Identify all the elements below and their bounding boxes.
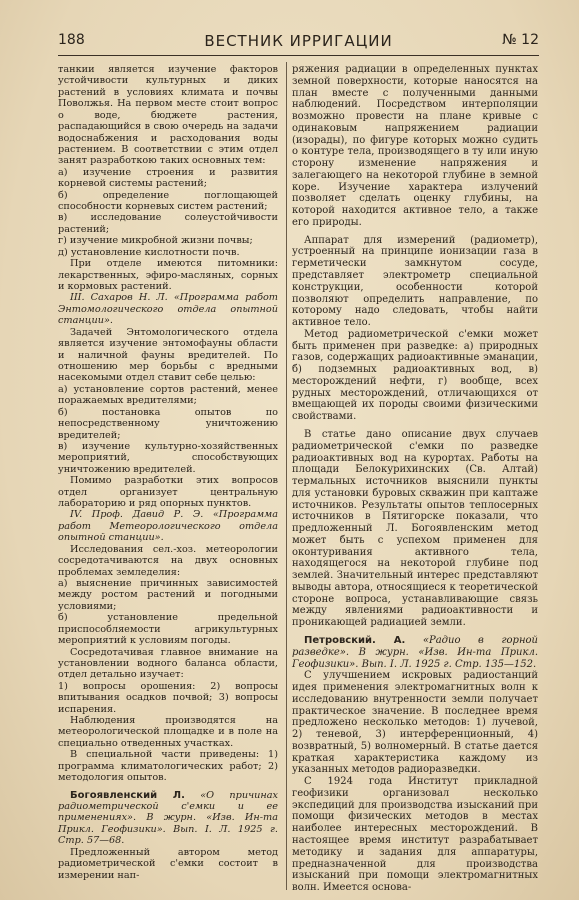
- reference-heading: III. Сахаров Н. Л. «Программа работ Энтомологического отдела опытной станции».: [58, 292, 278, 327]
- paragraph: При отделе имеются питомники: лекарственных, эфиро-масляных, сорных и кормовых растений.: [58, 258, 278, 293]
- paragraph: Предложенный автором метод радиометрической с'емки состоит в измерении нап-: [58, 846, 278, 881]
- paragraph: В статье дано описание двух случаев радиометрической с'емки по разведке радиоактивных вод на курортах. Работы на площади Белокурихинских (Св. Алтай) термальных источников выяснили пункты для установки буровых скважин при каптаже источников. Результаты опытов теплосерных источников в Пятигорске показали, что предложенный Л. Богоявленским метод может быть с успехом применен для оконтуривания активного тела, находящегося на некоторой глубине под землей. Значительный интерес представляют выводы автора, относящиеся к теоретической стороне вопроса, устанавливающие связь между явлениями радиоактивности и проникающей радиацией земли.: [292, 428, 538, 629]
- page-number: 188: [58, 32, 85, 48]
- reference-title: «О причинах радиометрической с'емки и ее применениях».: [58, 789, 278, 824]
- column-divider: [286, 62, 287, 890]
- paragraph: Исследования сел.-хоз. метеорологии сосредотачиваются на двух основных проблемах земледелия:: [58, 543, 278, 578]
- paragraph: Помимо разработки этих вопросов отдел организует центральную лабораторию и ряд опорных пунктов.: [58, 475, 278, 510]
- paragraph: Аппарат для измерений (радиометр), устроенный на принципе ионизации газа в герметически замкнутом сосуде, представляет электрометр специальной конструкции, особенности которой позволяют определить направление, по которому надо следовать, чтобы найти активное тело.: [292, 234, 538, 329]
- list-item: д) установление кислотности почв.: [58, 246, 240, 258]
- paragraph: Задачей Энтомологического отдела является изучение энтомофауны области и наличной фауны вредителей. По отношению мер борьбы с вредными насекомыми отдел ставит себе целью:: [58, 326, 278, 384]
- header-rule: [58, 55, 539, 56]
- reference-source: В журн. «Изв. Ин-та Прикл. Геофизики». Вып. I. Л. 1925 г. Стр. 57—68.: [58, 812, 278, 847]
- paragraph: Метод радиометрической с'емки может быть применен при разведке: а) природных газов, содержащих радиоактивные эманации, б) подземных радиоактивных вод, в) месторождений нефти, г) вообще, всех рудных месторождений, отличающихся от вмещающей их породы своими физическими свойствами.: [292, 328, 538, 423]
- list-item: а) установление сортов растений, менее поражаемых вредителями;: [58, 383, 278, 407]
- list-item: б) определение поглощающей способности корневых систем растений;: [58, 189, 278, 213]
- issue-number: № 12: [502, 32, 539, 48]
- list-item: а) выяснение причинных зависимостей между ростом растений и погодными условиями;: [58, 577, 278, 612]
- page-header: [58, 32, 539, 54]
- paragraph: В специальной части приведены: 1) программа климатологических работ; 2) методология опытов.: [58, 749, 278, 784]
- right-column: [292, 64, 538, 894]
- list-item: а) изучение строения и развития корневой системы растений;: [58, 166, 278, 190]
- left-column: [58, 64, 278, 881]
- list-item: г) изучение микробной жизни почвы;: [58, 235, 253, 247]
- reference-title: «Радио в горной разведке».: [292, 634, 538, 658]
- list-item: 1) вопросы орошения: 2) вопросы впитывания осадков почвой; 3) вопросы испарения.: [58, 680, 278, 715]
- list-item: в) исследование солеустойчивости растений;: [58, 212, 278, 235]
- reference-author: Богоявленский Л.: [70, 789, 185, 801]
- journal-title: ВЕСТНИК ИРРИГАЦИИ: [204, 32, 393, 50]
- reference-author: Петровский. А.: [304, 634, 406, 646]
- paragraph: Сосредотачивая главное внимание на установлении водного баланса области, отдел детально изучает:: [58, 646, 278, 681]
- reference-heading: IV. Проф. Давид Р. Э. «Программа работ Метеорологического отдела опытной станции».: [58, 509, 278, 544]
- reference-entry: [58, 790, 278, 847]
- reference-entry: [292, 635, 538, 670]
- paragraph: ряжения радиации в определенных пунктах земной поверхности, которые наносятся на план вместе с полученными данными наблюдений. Посредством интерполяции возможно провести на плане кривые с одинаковым напряжением радиации (изорады), по фигуре которых можно судить о контуре тела, производящего в ту или иную сторону изменение напряжения и залегающего на некоторой глубине в земной коре. Изучение характера излучений позволяет сделать оценку глубины, на которой находится активное тело, а также его природы.: [292, 64, 538, 228]
- paragraph: танкии является изучение факторов устойчивости культурных и диких растений в условиях климата и почвы Поволжья. На первом месте стоит вопрос о воде, бюджете растения, распадающийся в свою очередь на задачи водоснабжения и расходования воды растением. В соответствии с этим отдел занят разработкою таких основных тем:: [58, 64, 278, 167]
- list-item: б) постановка опытов по непосредственному уничтожению вредителей;: [58, 406, 278, 441]
- paragraph: С 1924 года Институт прикладной геофизики организовал несколько экспедиций для производства изысканий при помощи физических методов в местах наиболее интересных месторождений. В настоящее время институт разрабатывает методику и задания для аппаратуры, предназначенной для производства изысканий при помощи электромагнитных волн. Имеется основа-: [292, 776, 538, 894]
- list-item: б) установление предельной приспособляемости агрикультурных мероприятий к условиям погоды.: [58, 612, 278, 647]
- paragraph: С улучшением искровых радиостанций идея применения электромагнитных волн к исследованию внутренности земли получает практическое значение. В последнее время предложено несколько методов: 1) лучевой, 2) теневой, 3) интерференционный, 4) возвратный, 5) волномерный. В статье дается краткая характеристика каждому из указанных методов радиоразведки.: [292, 670, 538, 776]
- list-item: в) изучение культурно-хозяйственных мероприятий, способствующих уничтожению вредителей.: [58, 440, 278, 475]
- reference-source: В журн. «Изв. Ин-та Прикл. Геофизики». Вып. I. Л. 1925 г. Стр. 135—152.: [292, 646, 538, 670]
- paragraph: Наблюдения производятся на метеорологической площадке и в поле на специально отведенных участках.: [58, 715, 278, 749]
